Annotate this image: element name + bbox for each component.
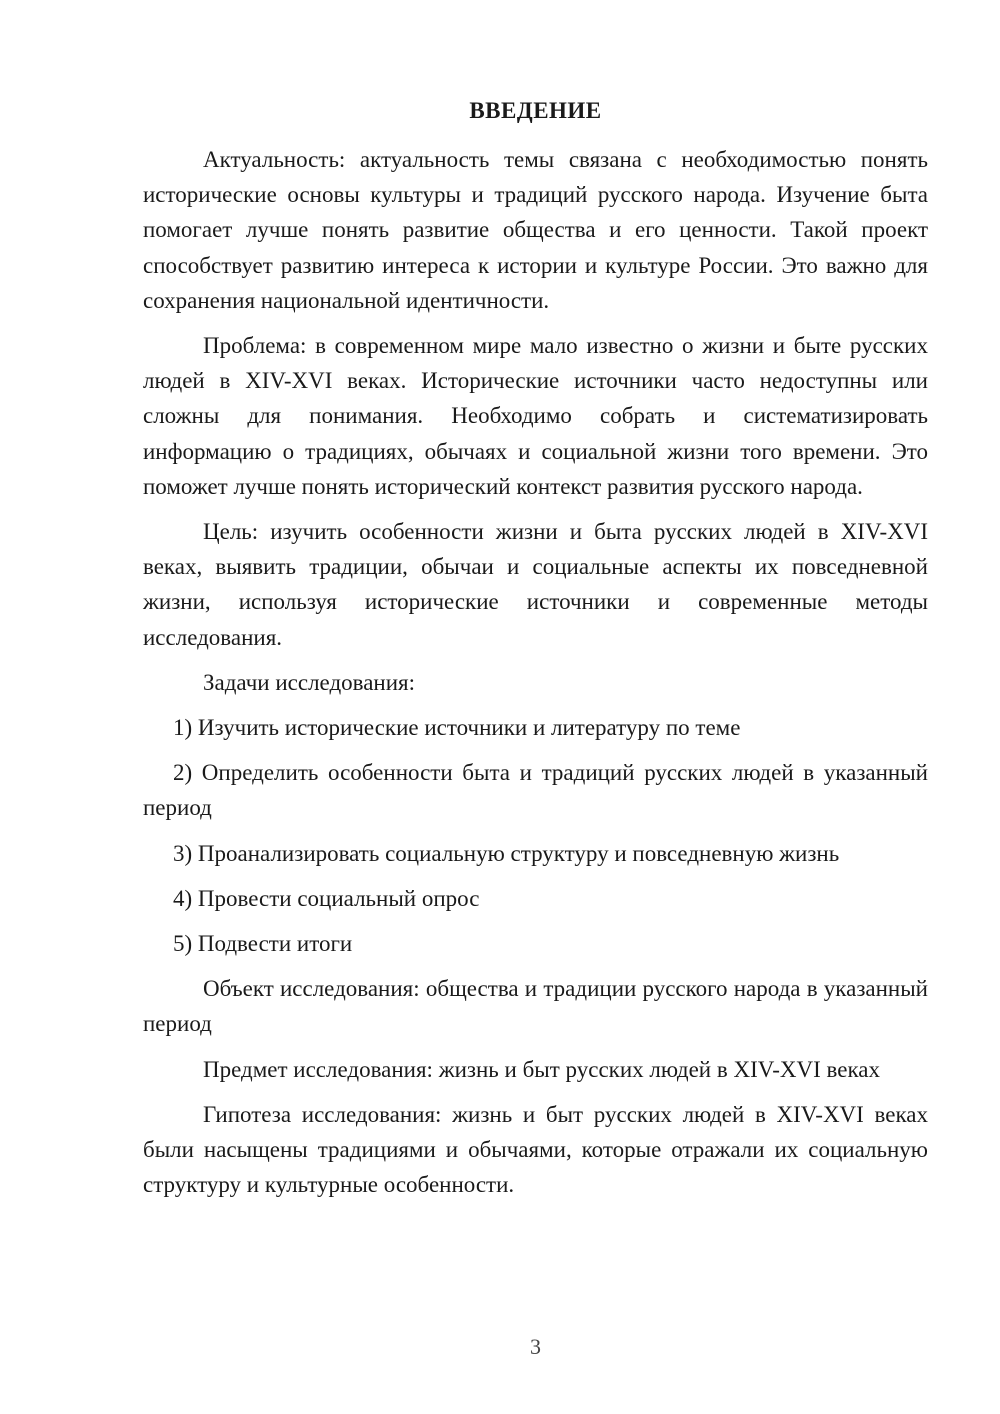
paragraph-subject: Предмет исследования: жизнь и быт русских людей в XIV-XVI веках [203,1056,880,1082]
task-item-4: 4) Провести социальный опрос [173,885,480,911]
task-item-3: 3) Проанализировать социальную структуру и повседневную жизнь [173,840,840,866]
page-title: ВВЕДЕНИЕ [469,98,602,123]
document-body [143,142,928,1212]
paragraph-problem: Проблема: в современном мире мало известно о жизни и быте русских людей в XIV-XVI веках. Исторические источники часто недоступны или сложны для понимания. Необходимо собрать и систематизировать информацию о традициях, обычаях и социальной жизни того времени. Это поможет лучше понять исторический контекст развития русского народа. [143,333,928,499]
task-item-1: 1) Изучить исторические источники и литературу по теме [173,715,741,741]
paragraph-hypothesis: Гипотеза исследования: жизнь и быт русских людей в XIV-XVI веках были насыщены традициями и обычаями, которые отражали их социальную структуру и культурные особенности. [143,1101,928,1198]
page-number: 3 [530,1334,541,1359]
task-item-5: 5) Подвести итоги [173,931,353,957]
paragraph-goal: Цель: изучить особенности жизни и быта русских людей в XIV-XVI веках, выявить традиции, обычаи и социальные аспекты их повседневной жизни, используя исторические источники и современные методы исследования. [143,519,928,650]
task-item-2: 2) Определить особенности быта и традиций русских людей в указанный период [143,760,928,821]
paragraph-object: Объект исследования: общества и традиции русского народа в указанный период [143,976,928,1037]
tasks-heading: Задачи исследования: [203,669,416,695]
paragraph-relevance: Актуальность: актуальность темы связана с необходимостью понять исторические основы культуры и традиций русского народа. Изучение быта помогает лучше понять развитие общества и его ценности. Такой проект способствует развитию интереса к истории и культуре России. Это важно для сохранения национальной идентичности. [143,147,928,313]
